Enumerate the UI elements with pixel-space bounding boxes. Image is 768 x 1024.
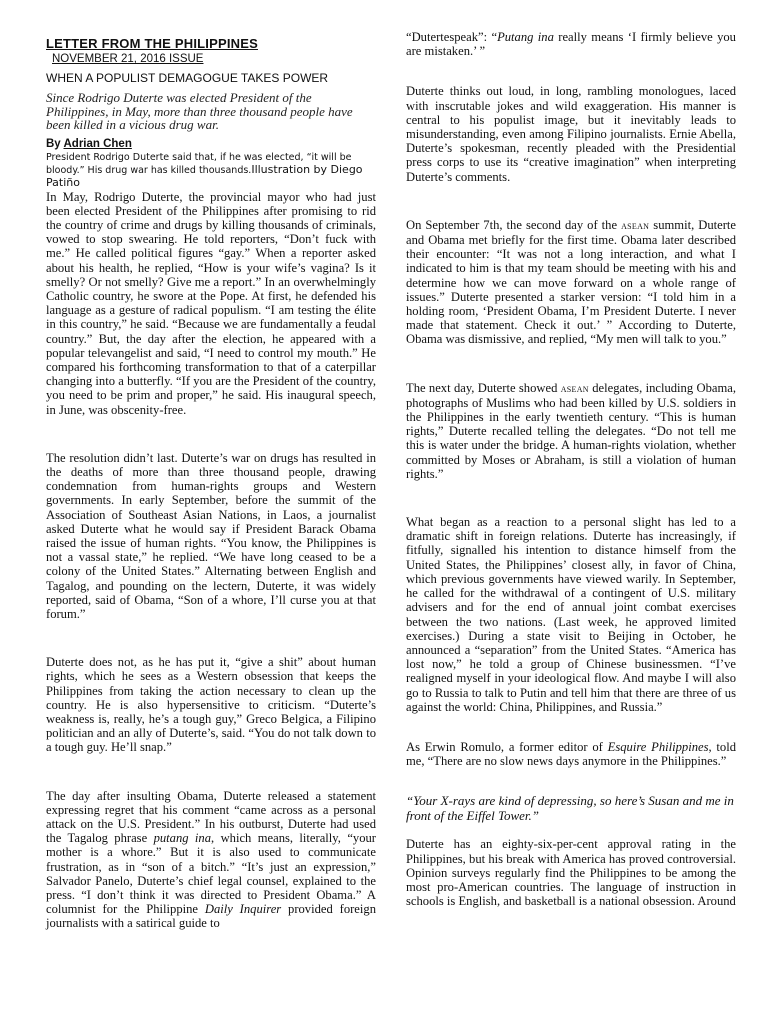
smallcaps-run: asean: [621, 219, 650, 232]
text-run: The day after insulting Obama, Duterte released a statement expressing regret that his comment “came across as a personal attack on the U.S. President.” In his outburst, Duterte had used the Tagalog phrase: [46, 788, 376, 846]
issue-date: NOVEMBER 21, 2016 ISSUE: [52, 53, 204, 65]
italic-run: Daily Inquirer: [204, 902, 282, 917]
image-caption: [46, 152, 376, 190]
section-label: LETTER FROM THE PHILIPPINES: [46, 36, 258, 51]
italic-run: Esquire Philippines: [607, 739, 709, 754]
text-run: On September 7th, the second day of the: [406, 217, 622, 232]
paragraph: Duterte does not, as he has put it, “give a shit” about human rights, which he sees as a Western obsession that keeps the Philippines from taking the action necessary to clean up the country. He is also hypersensitive to criticism. “Duterte’s weakness is, really, he’s a tough guy,” Greco Belgica, a Filipino politician and an ally of Duterte’s, said. “You do not talk down to a tough guy. He’ll snap.”: [46, 655, 376, 755]
byline: [46, 138, 376, 150]
paragraph: What began as a reaction to a personal slight has led to a dramatic shift in foreign relations. Duterte has increasingly, if fitfully, signalled his intention to distance himself from the United States, the Philippines’ closest ally, in favor of China, which previous governments have viewed warily. In September, he called for the withdrawal of a contingent of U.S. military advisers and for the end of annual joint combat exercises between the two nations. (Last week, he approved limited exercises.) During a state visit to Beijing in October, he announced a “separation” from the United States. “America has lost now,” he told a group of Chinese businessmen. “I’ve realigned myself in your ideological flow. And maybe I will also go to Russia to talk to Putin and tell him that there are three of us against the world: China, Philippines, and Russia.”: [406, 515, 736, 714]
text-run: delegates, including Obama, photographs of Muslims who had been killed by U.S. soldiers in the Philippines in the early twentieth century. “This is human rights,” Duterte recalled telling the delegates. “Do not tell me this is water under the bridge. A human-rights violation, whether committed by Moses or Abraham, is still a violation of human rights.”: [406, 380, 736, 481]
caption-text: President Rodrigo Duterte said that, if he was elected, “it will be bloody.” His drug war has killed thousands.: [46, 151, 352, 176]
paragraph: [406, 30, 736, 58]
illustrator-name: Diego Patiño: [46, 162, 363, 189]
article-headline: WHEN A POPULIST DEMAGOGUE TAKES POWER: [46, 71, 329, 85]
paragraph: The resolution didn’t last. Duterte’s war on drugs has resulted in the deaths of more than three thousand people, drawing condemnation from human-rights groups and Western governments. In early September, before the summit of the Association of Southeast Asian Nations, in Laos, a journalist asked Duterte what he would say if President Barack Obama raised the issue of human rights. “You know, the Philippines is not a vassal state,” he replied. “We have long ceased to be a colony of the United States.” Alternating between English and Tagalog, and pounding on the lectern, Duterte, it was widely reported, said of Obama, “Son of a whore, I’ll curse you at that forum.”: [46, 450, 376, 621]
smallcaps-run: asean: [560, 382, 589, 395]
text-run: really means ‘I firmly believe you are mistaken.’ ”: [406, 30, 736, 59]
text-run: , which means, literally, “your mother is a whore.” But it is also used to communicate frustration, as in “son of a bitch.” “It’s just an expression,” Salvador Panelo, Duterte’s chief legal counsel, explained to the press. “I don’t think it was directed to President Obama.” A columnist for the Philippine: [46, 831, 376, 917]
paragraph: [406, 381, 736, 481]
text-run: summit, Duterte and Obama met briefly for the first time. Obama later described their encounter: “It was not a long interaction, and what I indicated to him is that my team should be meeting with his and determine how we can move forward on a whole range of issues.” Duterte presented a starker version: “I told him in a holding room, ‘President Obama, I’m President Duterte. I never made that statement. Check it out.’ ” According to Duterte, Obama was dismissive, and replied, “My men will talk to you.”: [406, 217, 737, 347]
paragraph: Duterte has an eighty-six-per-cent approval rating in the Philippines, but his break with America has proved controversial. Opinion surveys regularly find the Philippines to be among the most pro-American countries. The language of instruction in schools is English, and basketball is a national obsession. Around: [406, 837, 736, 909]
italic-run: Putang ina: [497, 30, 554, 44]
paragraph: [406, 740, 736, 768]
text-run: The next day, Duterte showed: [406, 380, 561, 395]
text-run: “Dutertespeak”: “: [406, 30, 498, 44]
left-column: [46, 30, 376, 931]
text-run: , told me, “There are no slow news days anymore in the Philippines.”: [406, 739, 737, 769]
paragraph: Duterte thinks out loud, in long, rambling monologues, laced with inscrutable jokes and wild exaggeration. His manner is central to his populist image, but it inevitably leads to misunderstanding, even among Filipino journalists. Ernie Abella, Duterte’s spokesman, recently pleaded with the Presidential press corps to use its “creative imagination” when interpreting Duterte’s comments.: [406, 84, 736, 184]
text-run: provided foreign journalists with a satirical guide to: [46, 902, 376, 931]
illustration-label: Illustration by: [251, 162, 331, 176]
byline-prefix: By: [46, 137, 64, 150]
paragraph: In May, Rodrigo Duterte, the provincial mayor who had just been elected President of the Philippines after promising to rid the country of crime and drugs by killing thousands of criminals, vowed to stop swearing. He told reporters, “Don’t fuck with me.” He called political figures “gay.” When a reporter asked about his health, he replied, “How is your wife’s vagina? Is it smelly? Or not smelly? Give me a report.” In an overwhelmingly Catholic country, he swore at the Pope. At first, he defended his language as a gesture of radical populism. “I am testing the élite in this country,” he said. “Because we are fundamentally a feudal country.” But, the day after the election, he appeared with a popular televangelist and said, “I need to control my mouth.” He compared his forthcoming transformation to that of a caterpillar changing into a butterfly. “If you are the President of the country, you need to be prim and proper,” he said. His inaugural speech, in June, was obscenity-free.: [46, 189, 376, 417]
author-link[interactable]: Adrian Chen: [63, 137, 132, 150]
pull-quote: “Your X-rays are kind of depressing, so here’s Susan and me in front of the Eiffel Tower.”: [406, 793, 734, 823]
text-run: As Erwin Romulo, a former editor of: [406, 739, 608, 754]
paragraph: [46, 789, 376, 931]
article-dek: Since Rodrigo Duterte was elected President of the Philippines, in May, more than three thousand people have been killed in a vicious drug war.: [46, 90, 353, 132]
italic-run: putang ina: [153, 831, 212, 846]
right-column: [406, 30, 736, 908]
paragraph: [406, 218, 736, 347]
